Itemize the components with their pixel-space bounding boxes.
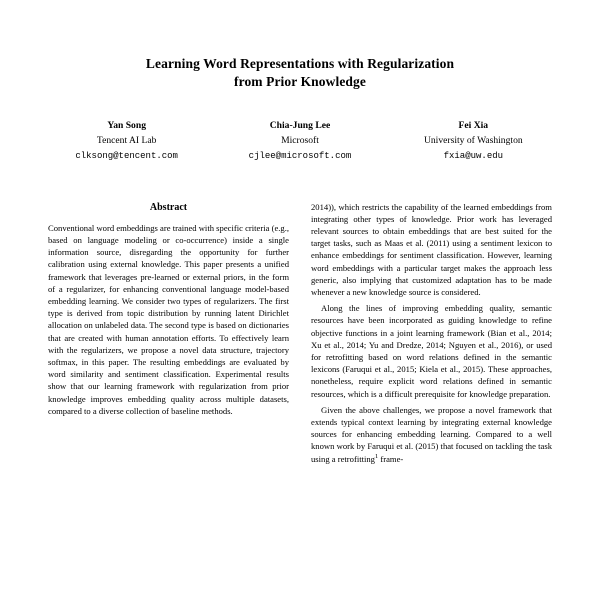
title-line-2: from Prior Knowledge <box>234 74 366 90</box>
author-block-3 <box>387 119 560 164</box>
body-paragraph-2: Along the lines of improving embedding quality, semantic resources have been incorporated as guiding knowledge to refine objective functions in a joint learning framework (Bian et al., 2014; Xu et al., 2014; Yu and Dredze, 2014; Nguyen et al., 2016), or used for retrofitting based on word relations defined in the semantic lexicons (Faruqui et al., 2015; Kiela et al., 2015). These approaches, nonetheless, require explicit word relations defined in semantic resources, which is a difficult prerequisite for knowledge preparation. <box>311 303 552 399</box>
author-affiliation: Tencent AI Lab <box>96 134 157 146</box>
body-paragraph-3-suffix: frame- <box>378 453 404 464</box>
body-paragraph-1: 2014)), which restricts the capability of the learned embeddings from integrating other types of knowledge. Prior work has leveraged relevant sources to obtain embeddings that are best suited for the target tasks, such as Maas et al. (2011) using a sentiment lexicon to enhance embeddings for sentiment classification. However, learning word embeddings with a particular target makes the approach less generic, also implying that customized adaptation has to be made whenever a new knowledge source is considered. <box>311 201 552 297</box>
page-title <box>0 0 600 91</box>
author-list <box>0 119 600 164</box>
author-email[interactable]: cjlee@microsoft.com <box>248 151 352 162</box>
title-line-1: Learning Word Representations with Regularization <box>145 56 455 71</box>
left-column <box>48 201 289 469</box>
author-affiliation: University of Washington <box>423 134 523 146</box>
body-paragraph-3-text: Given the above challenges, we propose a novel framework that extends typical context learning by integrating external knowledge sources for enhancing embedding learning. Compared to a well known work by Faruqui et al. (2015) that focused on tackling the task using a retrofitting <box>311 404 552 464</box>
author-name: Yan Song <box>107 120 146 132</box>
author-email[interactable]: fxia@uw.edu <box>443 151 504 162</box>
body-columns <box>0 201 600 469</box>
author-block-1 <box>40 119 213 164</box>
right-column <box>311 201 552 469</box>
footnote-marker: 1 <box>374 452 379 460</box>
author-email[interactable]: clksong@tencent.com <box>75 151 178 162</box>
author-block-2 <box>213 119 386 164</box>
abstract-heading: Abstract <box>149 201 188 213</box>
body-paragraph-3 <box>311 404 552 465</box>
abstract-paragraph: Conventional word embeddings are trained with specific criteria (e.g., based on language modeling or co-occurrence) inside a single information source, disregarding the opportunity for further calibration using external knowledge. This paper presents a unified framework that leverages pre-learned or external priors, in the form of a regularizer, for enhancing conventional language model-based embedding learning. We consider two types of regularizers. The first type is derived from topic distribution by running latent Dirichlet allocation on unlabeled data. The second type is based on dictionaries that are created with human annotation efforts. To effectively learn with the regularizers, we propose a novel data structure, trajectory softmax, in this paper. The resulting embeddings are evaluated by word similarity and sentiment classification. Experimental results show that our learning framework with regularization from prior knowledge improves embedding quality across multiple datasets, compared to a diverse collection of baseline methods. <box>48 222 289 416</box>
author-name: Chia-Jung Lee <box>269 120 331 132</box>
author-affiliation: Microsoft <box>281 134 319 146</box>
author-name: Fei Xia <box>458 120 489 132</box>
